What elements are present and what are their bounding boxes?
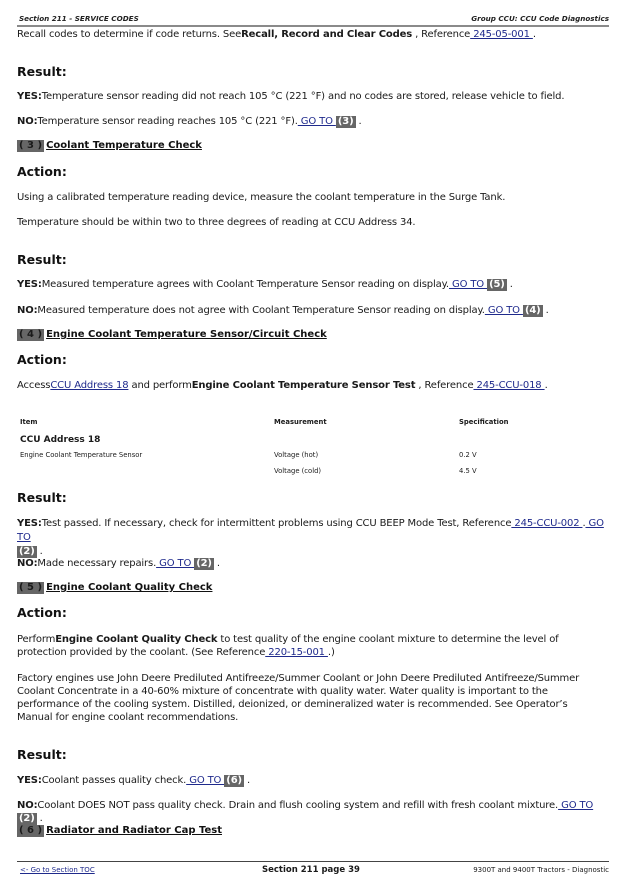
result-heading: Result: (17, 64, 67, 79)
action-paragraph: Using a calibrated temperature reading device, measure the coolant temperature in the Surge Tank. (17, 192, 506, 203)
reference-link-245-05-001[interactable]: 245-05-001 (470, 29, 533, 40)
result-no: NO:Made necessary repairs. GO TO (2) . (17, 558, 220, 569)
result-heading: Result: (17, 252, 67, 267)
reference-link-245-ccu-002[interactable]: 245-CCU-002 (511, 518, 583, 529)
recall-codes-title: Recall, Record and Clear Codes (241, 29, 413, 40)
result-no: NO:Temperature sensor reading reaches 105 °C (221 °F). GO TO (3) . (17, 116, 362, 127)
goto-link[interactable]: GO TO (17, 518, 604, 543)
goto-link[interactable]: GO TO (156, 558, 195, 569)
reference-link-245-ccu-018[interactable]: 245-CCU-018 (473, 380, 545, 391)
goto-link[interactable]: GO TO (558, 800, 594, 811)
no-label: NO: (17, 800, 38, 811)
no-label: NO: (17, 558, 38, 569)
step-4-heading[interactable] (17, 329, 327, 341)
no-label: NO: (17, 305, 38, 316)
table-cell: Voltage (hot) (274, 451, 319, 459)
result-heading: Result: (17, 747, 67, 762)
section-toc-link[interactable]: <- Go to Section TOC (20, 866, 95, 874)
table-header-row (17, 418, 609, 430)
result-yes: YES:Temperature sensor reading did not reach 105 °C (221 °F) and no codes are stored, release vehicle to field. (17, 91, 565, 102)
step-title[interactable]: Radiator and Radiator Cap Test (46, 825, 222, 836)
table-cell: 0.2 V (459, 451, 477, 459)
page-number: Section 211 page 39 (262, 865, 360, 875)
table-row (17, 451, 609, 463)
header-group: Group CCU: CCU Code Diagnostics (471, 14, 609, 23)
step-title[interactable]: Coolant Temperature Check (46, 140, 202, 151)
reference-link-220-15-001[interactable]: 220-15-001 (265, 647, 328, 658)
table-cell: 4.5 V (459, 467, 477, 475)
goto-link[interactable]: GO TO (297, 116, 336, 127)
step-badge[interactable]: (2) (19, 813, 35, 824)
result-no: NO:Coolant DOES NOT pass quality check. Drain and flush cooling system and refill with fresh coolant mixture. GO TO (2) . (17, 800, 594, 824)
result-yes: YES:Measured temperature agrees with Coolant Temperature Sensor reading on display. GO TO (5) . (17, 279, 513, 290)
column-header: Item (20, 418, 38, 426)
yes-label: YES: (17, 775, 42, 786)
intro-paragraph: Recall codes to determine if code returns. SeeRecall, Record and Clear Codes , Reference 245-05-001 . (17, 29, 536, 40)
step-badge[interactable]: (3) (337, 116, 354, 127)
step-6-heading[interactable] (17, 825, 222, 837)
document-title: 9300T and 9400T Tractors - Diagnostic (473, 866, 609, 874)
page-footer (17, 866, 609, 878)
action-paragraph: AccessCCU Address 18 and performEngine Coolant Temperature Sensor Test , Reference 245-CCU-018 . (17, 380, 548, 391)
column-header: Specification (459, 418, 509, 426)
step-title[interactable]: Engine Coolant Quality Check (46, 582, 213, 593)
action-paragraph: Temperature should be within two to three degrees of reading at CCU Address 34. (17, 217, 416, 228)
table-cell: Engine Coolant Temperature Sensor (20, 451, 143, 459)
yes-label: YES: (17, 279, 42, 290)
step-badge[interactable]: (5) (489, 279, 505, 290)
step-title[interactable]: Engine Coolant Temperature Sensor/Circuit Check (46, 329, 327, 340)
step-number: ( 4 ) (19, 329, 43, 340)
action-heading: Action: (17, 164, 67, 179)
step-badge[interactable]: (6) (226, 775, 242, 786)
step-number: ( 6 ) (19, 825, 43, 836)
step-3-heading[interactable] (17, 140, 202, 152)
step-number: ( 5 ) (19, 582, 43, 593)
result-yes: YES:Test passed. If necessary, check for intermittent problems using CCU BEEP Mode Test, Reference 245-CCU-002 . GO TO (2) . (17, 518, 604, 557)
yes-label: YES: (17, 518, 42, 529)
ccu-address-18-link[interactable]: CCU Address 18 (50, 380, 129, 391)
table-cell: Voltage (cold) (274, 467, 322, 475)
result-heading: Result: (17, 490, 67, 505)
result-no: NO:Measured temperature does not agree with Coolant Temperature Sensor reading on display. GO TO (4) . (17, 305, 549, 316)
result-yes: YES:Coolant passes quality check. GO TO (6) . (17, 775, 250, 786)
step-5-heading[interactable] (17, 582, 212, 594)
action-paragraph: Factory engines use John Deere Prediluted Antifreeze/Summer Coolant or John Deere Prediluted Antifreeze/Summer Coolant Concentrate in a 40-60% mixture of concentrate with quality water. Water quality is important to the performance of the cooling system. Distilled, deionized, or demineralized water is recommended. See Operator’s Manual for engine coolant recommendations. (17, 673, 580, 723)
table-row (17, 467, 609, 479)
goto-link[interactable]: GO TO (484, 305, 523, 316)
step-number: ( 3 ) (19, 140, 43, 151)
table-group-label: CCU Address 18 (20, 435, 101, 445)
step-badge[interactable]: (2) (19, 546, 35, 557)
action-heading: Action: (17, 605, 67, 620)
column-header: Measurement (274, 418, 327, 426)
header-section: Section 211 - SERVICE CODES (19, 14, 139, 23)
yes-label: YES: (17, 91, 42, 102)
action-paragraph: PerformEngine Coolant Quality Check to test quality of the engine coolant mixture to determine the level of protection provided by the coolant. (See Reference 220-15-001 .) (17, 634, 559, 658)
step-badge[interactable]: (4) (524, 305, 541, 316)
header-divider (17, 25, 609, 27)
step-badge[interactable]: (2) (196, 558, 212, 569)
no-label: NO: (17, 116, 38, 127)
goto-link[interactable]: GO TO (186, 775, 225, 786)
action-heading: Action: (17, 352, 67, 367)
footer-divider (17, 861, 609, 862)
goto-link[interactable]: GO TO (448, 279, 488, 290)
